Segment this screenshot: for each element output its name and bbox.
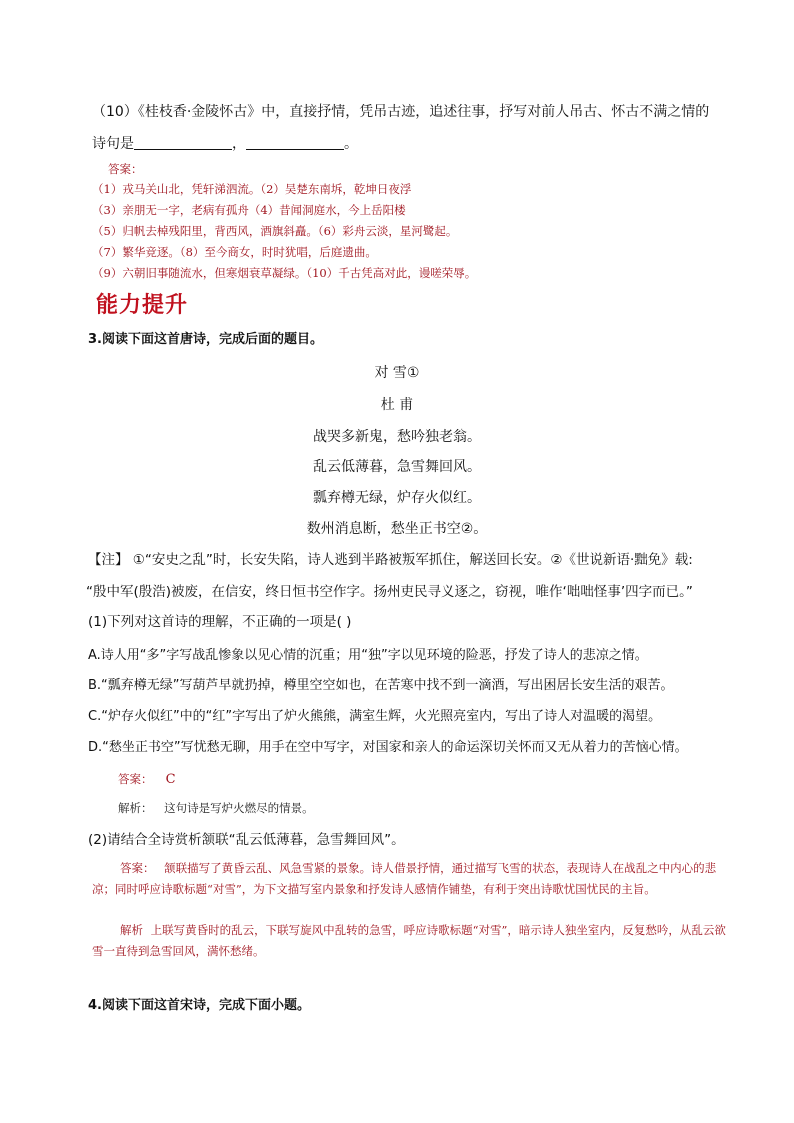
q10-line2 xyxy=(92,134,358,154)
q10-blank-2[interactable] xyxy=(246,135,344,150)
option-c: C.“炉存火似红”中的“红”字写出了炉火熊熊，满室生辉，火光照亮室内，写出了诗人对温暖的渴望。 xyxy=(88,709,662,724)
poem-line: 战哭多新鬼，愁吟独老翁。 xyxy=(313,429,481,445)
note-line-2: “殷中军(殷浩)被废，在信安，终日恒书空作字。扬州吏民寻义逐之，窃视，唯作‘咄咄怪事’四字而已。” xyxy=(86,584,693,600)
answer-line: （5）归帆去棹残阳里，背西风，酒旗斜矗。（6）彩舟云淡，星河鹭起。 xyxy=(92,224,458,238)
poem-line: 瓢弃樽无绿，炉存火似红。 xyxy=(313,490,481,506)
q4-heading: 4.阅读下面这首宋诗，完成下面小题。 xyxy=(88,998,310,1013)
sub2-answer-text: 颔联描写了黄昏云乱、风急雪紧的景象。诗人借景抒情，通过描写飞雪的状态，表现诗人在战乱之中内心的悲凉；同时呼应诗歌标题“对雪”，为下文描写室内景象和抒发诗人感情作铺垫，有利于突出诗歌忧国忧民的主旨。 xyxy=(92,861,717,896)
sub1-answer-label: 答案： xyxy=(118,772,153,786)
sub1-answer-value: C xyxy=(165,772,176,787)
sub2-analysis-text: 上联写黄昏时的乱云，下联写旋风中乱转的急雪，呼应诗歌标题“对雪”，暗示诗人独坐室内，反复愁吟，从乱云欲雪一直待到急雪回风，满怀愁绪。 xyxy=(92,923,726,958)
sub1-question: (1)下列对这首诗的理解，不正确的一项是( ) xyxy=(88,614,352,630)
sub1-analysis xyxy=(118,800,314,816)
answers-label: 答案： xyxy=(108,162,143,176)
answers-list xyxy=(92,180,476,282)
option-b: B.“瓢弃樽无绿”写葫芦早就扔掉，樽里空空如也，在苦寒中找不到一滴酒，写出困居长安生活的艰苦。 xyxy=(88,678,674,693)
q10-line1: （10）《桂枝香·金陵怀古》中，直接抒情，凭吊古迹，追述往事，抒写对前人吊古、怀古不满之情的 xyxy=(92,104,710,120)
q10-prefix: 诗句是 xyxy=(92,136,134,152)
sub1-analysis-label: 解析： xyxy=(118,801,153,815)
answer-line: （1）戎马关山北，凭轩涕泗流。（2）吴楚东南坼，乾坤日夜浮 xyxy=(92,182,412,196)
poem-line: 乱云低薄暮，急雪舞回风。 xyxy=(313,459,481,475)
q3-heading: 3.阅读下面这首唐诗，完成后面的题目。 xyxy=(88,332,323,347)
section-title: 能力提升 xyxy=(96,293,189,318)
answer-line: （9）六朝旧事随流水，但寒烟衰草凝绿。（10）千古凭高对此，谩嗟荣辱。 xyxy=(92,266,477,280)
sub1-answer xyxy=(118,768,176,787)
q10-sep: ， xyxy=(232,136,246,152)
poem-author: 杜 甫 xyxy=(380,397,414,413)
q10-blank-1[interactable] xyxy=(134,135,232,150)
sub2-analysis xyxy=(92,920,736,962)
answer-line: （3）亲朋无一字，老病有孤舟（4）昔闻洞庭水，今上岳阳楼 xyxy=(92,203,406,217)
sub2-question: (2)请结合全诗赏析颔联“乱云低薄暮，急雪舞回风”。 xyxy=(88,832,405,848)
q10-end: 。 xyxy=(344,136,358,152)
sub2-analysis-label: 解析 xyxy=(120,923,143,937)
answer-line: （7）繁华竞逐。（8）至今商女，时时犹唱，后庭遗曲。 xyxy=(92,245,377,259)
sub2-answer xyxy=(92,858,736,900)
poem-line: 数州消息断，愁坐正书空②。 xyxy=(306,521,488,537)
poem-title: 对 雪① xyxy=(374,365,420,381)
sub2-answer-label: 答案： xyxy=(120,861,155,875)
note-line-1: 【注】 ①“安史之乱”时，长安失陷，诗人逃到半路被叛军抓住，解送回长安。②《世说新语·黜免》载: xyxy=(88,552,693,568)
option-a: A.诗人用“多”字写战乱惨象以见心情的沉重；用“独”字以见环境的险恶，抒发了诗人的悲凉之情。 xyxy=(88,648,648,663)
option-d: D.“愁坐正书空”写忧愁无聊，用手在空中写字，对国家和亲人的命运深切关怀而又无从着力的苦恼心情。 xyxy=(88,740,688,755)
sub1-analysis-text: 这句诗是写炉火燃尽的情景。 xyxy=(164,801,314,815)
